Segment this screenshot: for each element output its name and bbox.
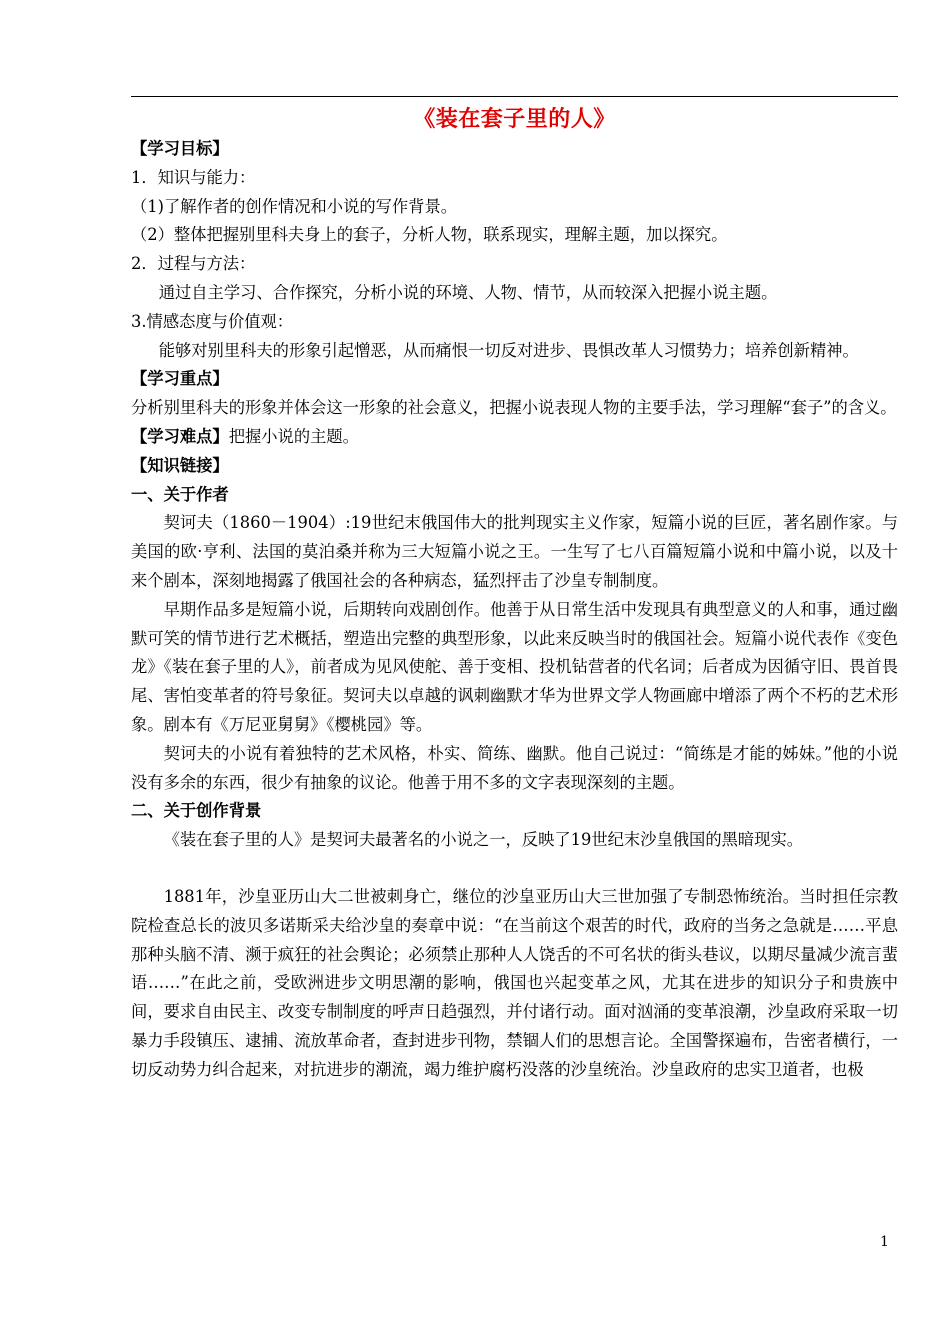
- document-title: 《装在套子里的人》: [413, 107, 616, 132]
- goal-knowledge-2: （2）整体把握别里科夫身上的套子，分析人物，联系现实，理解主题，加以探究。: [131, 225, 728, 245]
- goal-emotion: 3.情感态度与价值观：: [131, 311, 294, 331]
- document-body: [131, 135, 898, 1085]
- difficulty-line: [131, 423, 898, 452]
- header-rule: [131, 96, 898, 97]
- section-heading-key: 【学习重点】: [131, 369, 229, 389]
- paragraph-gap: [131, 855, 898, 883]
- background-paragraph-1: 《装在套子里的人》是契诃夫最著名的小说之一，反映了19世纪末沙皇俄国的黑暗现实。: [163, 830, 804, 850]
- goal-process: 2．过程与方法：: [131, 254, 256, 274]
- section-heading-goals: 【学习目标】: [131, 139, 229, 158]
- page-number: 1: [880, 1234, 889, 1250]
- author-paragraph-3: 契诃夫的小说有着独特的艺术风格，朴实、简练、幽默。他自己说过：“简练是才能的姊妹。”他的小说没有多余的东西，很少有抽象的议论。他善于用不多的文字表现深刻的主题。: [131, 743, 898, 792]
- background-paragraph-2: 1881年，沙皇亚历山大二世被刺身亡，继位的沙皇亚历山大三世加强了专制恐怖统治。当时担任宗教院检查总长的波贝多诺斯采夫给沙皇的奏章中说：“在当前这个艰苦的时代，政府的当务之急就是……平息那种头脑不清、濒于疯狂的社会舆论；必须禁止那种人人饶舌的不可名状的街头巷议，以期尽量减少流言蜚语……”在此之前，受欧洲进步文明思潮的影响，俄国也兴起变革之风，尤其在进步的知识分子和贵族中间，要求自由民主、改变专制制度的呼声日趋强烈，并付诸行动。面对汹涌的变革浪潮，沙皇政府采取一切暴力手段镇压、逮捕、流放革命者，查封进步刊物，禁锢人们的思想言论。全国警探遍布，告密者横行，一切反动势力纠合起来，对抗进步的潮流，竭力维护腐朽没落的沙皇统治。沙皇政府的忠实卫道者，也极: [131, 886, 898, 1079]
- author-paragraph-1: 契诃夫（1860－1904）:19世纪末俄国伟大的批判现实主义作家，短篇小说的巨匠，著名剧作家。与美国的欧·亨利、法国的莫泊桑并称为三大短篇小说之王。一生写了七八百篇短篇小说和中篇小说，以及十来个剧本，深刻地揭露了俄国社会的各种病态，猛烈抨击了沙皇专制制度。: [131, 513, 898, 590]
- goal-process-text: 通过自主学习、合作探究，分析小说的环境、人物、情节，从而较深入把握小说主题。: [158, 282, 778, 302]
- author-paragraph-2: 早期作品多是短篇小说，后期转向戏剧创作。他善于从日常生活中发现具有典型意义的人和事，通过幽默可笑的情节进行艺术概括，塑造出完整的典型形象，以此来反映当时的俄国社会。短篇小说代表作《变色龙》《装在套子里的人》，前者成为见风使舵、善于变相、投机钻营者的代名词；后者成为因循守旧、畏首畏尾、害怕变革者的符号象征。契诃夫以卓越的讽刺幽默才华为世界文学人物画廊中增添了两个不朽的艺术形象。剧本有《万尼亚舅舅》《樱桃园》等。: [131, 599, 898, 734]
- goal-emotion-text: 能够对别里科夫的形象引起憎恶，从而痛恨一切反对进步、畏惧改革人习惯势力；培养创新精神。: [158, 340, 859, 360]
- goal-knowledge: 1．知识与能力：: [131, 167, 256, 187]
- section-heading-difficulty: 【学习难点】: [131, 426, 229, 446]
- goal-knowledge-1: （1)了解作者的创作情况和小说的写作背景。: [131, 196, 458, 216]
- difficulty-text: 把握小说的主题。: [228, 426, 359, 446]
- section-heading-links: 【知识链接】: [131, 455, 229, 475]
- subheading-background: 二、关于创作背景: [131, 801, 262, 821]
- key-text: 分析别里科夫的形象并体会这一形象的社会意义，把握小说表现人物的主要手法，学习理解“套子”的含义。: [131, 398, 897, 418]
- subheading-author: 一、关于作者: [131, 484, 229, 504]
